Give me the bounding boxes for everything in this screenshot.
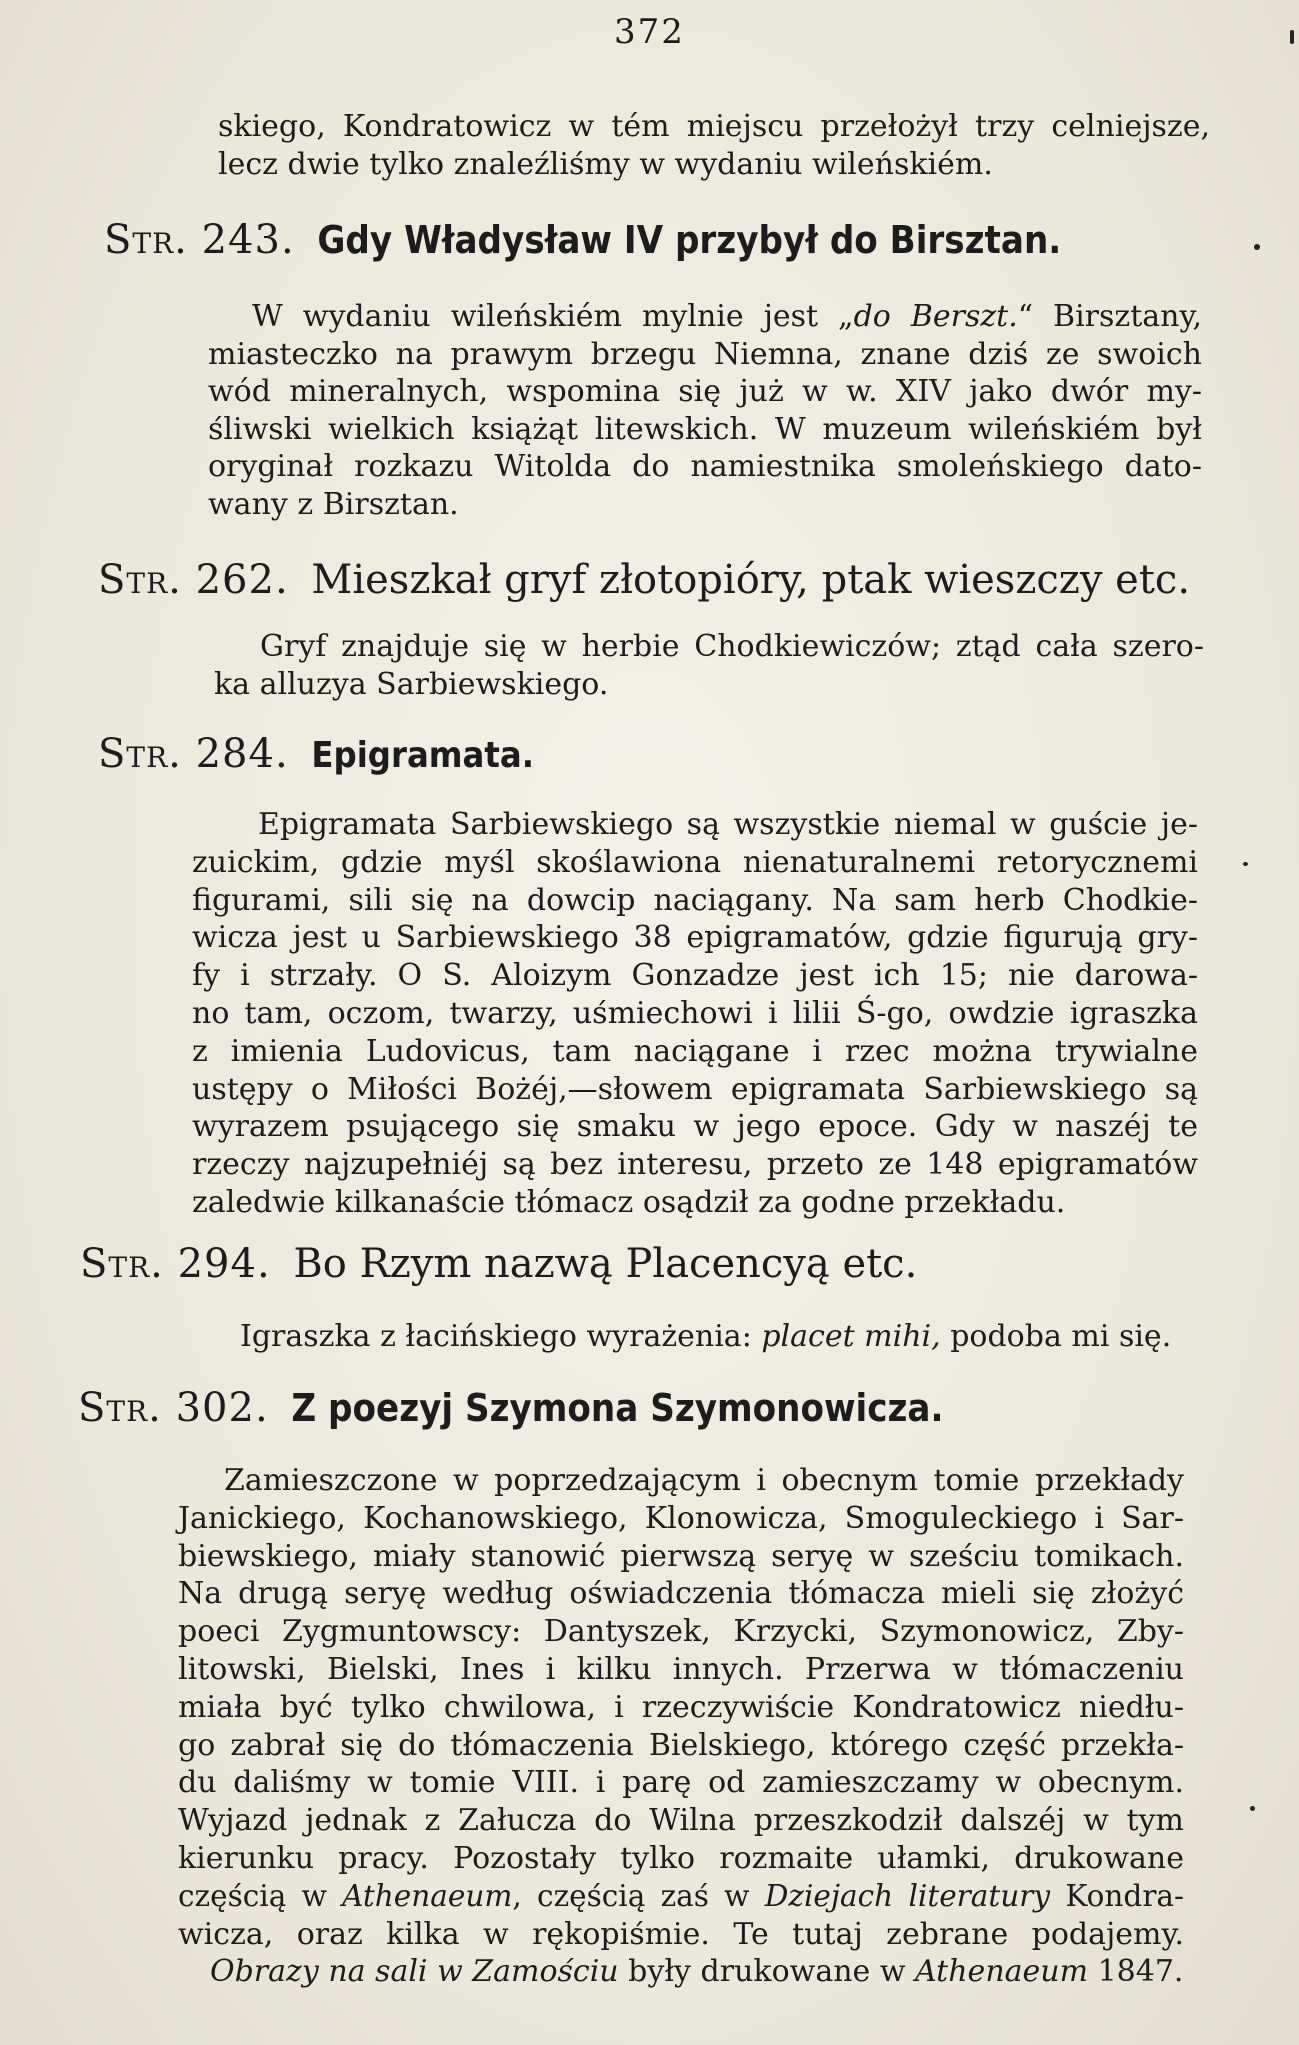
text-line: Wyjazd jednak z Załucza do Wilna przeszkodził dalszéj w tym: [178, 1803, 1184, 1839]
section-heading-294: [80, 1240, 917, 1288]
text-line: du daliśmy w tomie VIII. i parę od zamieszczamy w obecnym.: [178, 1765, 1184, 1801]
text-line: oryginał rozkazu Witolda do namiestnika smoleńskiego dato-: [208, 449, 1202, 484]
text-line: wany z Birsztan.: [208, 486, 459, 522]
text-line: Epigramata Sarbiewskiego są wszystkie niemal w guście je-: [258, 807, 1198, 842]
section-heading-284: [98, 730, 534, 780]
text-line: W wydaniu wileńskiém mylnie jest „do Berszt.“ Birsztany,: [252, 299, 1202, 334]
section-paragraph-284: [192, 806, 1198, 1222]
section-title: Epigramata.: [311, 735, 535, 776]
section-heading-243: [104, 216, 1061, 264]
section-ref: Str. 294.: [80, 1241, 271, 1287]
text-line: Na drugą seryę według oświadczenia tłómacza mieli się złożyć: [178, 1576, 1184, 1612]
section-ref: Str. 284.: [98, 731, 289, 777]
text-line: zuickim, gdzie myśl skoślawiona nienaturalnemi retorycznemi: [192, 844, 1198, 880]
text-line: wicza, oraz kilka w rękopiśmie. Te tutaj zebrane podajemy.: [178, 1916, 1184, 1952]
section-title: Gdy Władysław IV przybył do Birsztan.: [317, 218, 1062, 262]
section-heading-302: [78, 1384, 943, 1432]
text-line: wód mineralnych, wspomina się już w w. XIV jako dwór my-: [208, 374, 1202, 409]
page-number: 372: [614, 12, 685, 52]
section-title: Mieszkał gryf złotopióry, ptak wieszczy etc.: [311, 557, 1191, 603]
text-line: no tam, oczom, twarzy, uśmiechowi i lilii Ś-go, owdzie igraszka: [192, 995, 1198, 1031]
text-line: Janickiego, Kochanowskiego, Klonowicza, Smoguleckiego i Sar-: [178, 1500, 1184, 1536]
text-line: fy i strzały. O S. Aloizym Gonzadze jest ich 15; nie darowa-: [192, 958, 1198, 994]
text-line: Igraszka z łacińskiego wyrażenia: placet mihi, podoba mi się.: [240, 1319, 1172, 1354]
text-line: litowski, Bielski, Ines i kilku innych. Przerwa w tłómaczeniu: [178, 1651, 1184, 1687]
print-speck: [1290, 30, 1294, 44]
section-title: Z poezyj Szymona Szymonowicza.: [291, 1386, 944, 1430]
print-speck: [1250, 1806, 1255, 1811]
section-paragraph-262: [214, 628, 1204, 703]
text-line: biewskiego, miały stanowić pierwszą seryę w sześciu tomikach.: [178, 1538, 1184, 1574]
text-line: ustępy o Miłości Bożéj,—słowem epigramata Sarbiewskiego są: [192, 1071, 1198, 1107]
section-ref: Str. 243.: [104, 217, 295, 263]
text-line: śliwski wielkich książąt litewskich. W muzeum wileńskiém był: [208, 411, 1202, 447]
text-line: lecz dwie tylko znaleźliśmy w wydaniu wileńskiém.: [218, 146, 993, 182]
text-line: z imienia Ludovicus, tam naciągane i rzec można trywialne: [192, 1033, 1198, 1069]
section-title: Bo Rzym nazwą Placencyą etc.: [293, 1241, 918, 1287]
text-line: kierunku pracy. Pozostały tylko rozmaite ułamki, drukowane: [178, 1840, 1184, 1876]
section-paragraph-294: [240, 1318, 1190, 1356]
section-paragraph-243: [208, 298, 1202, 523]
text-line: poeci Zygmuntowscy: Dantyszek, Krzycki, Szymonowicz, Zby-: [178, 1614, 1184, 1650]
text-line: Zamieszczone w poprzedzającym i obecnym tomie przekłady: [224, 1463, 1184, 1498]
section-ref: Str. 262.: [98, 557, 289, 603]
text-line: figurami, sili się na dowcip naciągany. Na sam herb Chodkie-: [192, 882, 1198, 918]
text-line: wicza jest u Sarbiewskiego 38 epigramatów, gdzie figurują gry-: [192, 920, 1198, 956]
print-speck: [1254, 244, 1260, 250]
text-line: miała być tylko chwilowa, i rzeczywiście Kondratowicz niedłu-: [178, 1689, 1184, 1725]
text-line: wyrazem psującego się smaku w jego epoce. Gdy w naszéj te: [192, 1109, 1198, 1145]
text-line: częścią w Athenaeum, częścią zaś w Dziejach literatury Kondra-: [178, 1878, 1185, 1913]
text-line: Obrazy na sali w Zamościu były drukowane w Athenaeum 1847.: [210, 1954, 1184, 1990]
intro-paragraph: [218, 108, 1210, 183]
text-line: Gryf znajduje się w herbie Chodkiewiczów; ztąd cała szero-: [260, 629, 1204, 664]
text-line: rzeczy najzupełniéj są bez interesu, przeto ze 148 epigramatów: [192, 1147, 1198, 1183]
print-speck: [1243, 862, 1248, 866]
text-line: miasteczko na prawym brzegu Niemna, znane dziś ze swoich: [208, 336, 1202, 372]
text-line: ka alluzya Sarbiewskiego.: [214, 666, 609, 702]
text-line: zaledwie kilkanaście tłómacz osądził za godne przekładu.: [192, 1184, 1066, 1220]
section-heading-262: [98, 556, 1190, 604]
section-ref: Str. 302.: [78, 1385, 269, 1431]
text-line: go zabrał się do tłómaczenia Bielskiego, którego część przekła-: [178, 1727, 1184, 1763]
section-paragraph-302: [178, 1462, 1184, 1991]
text-line: skiego, Kondratowicz w tém miejscu przełożył trzy celniejsze,: [218, 109, 1210, 144]
